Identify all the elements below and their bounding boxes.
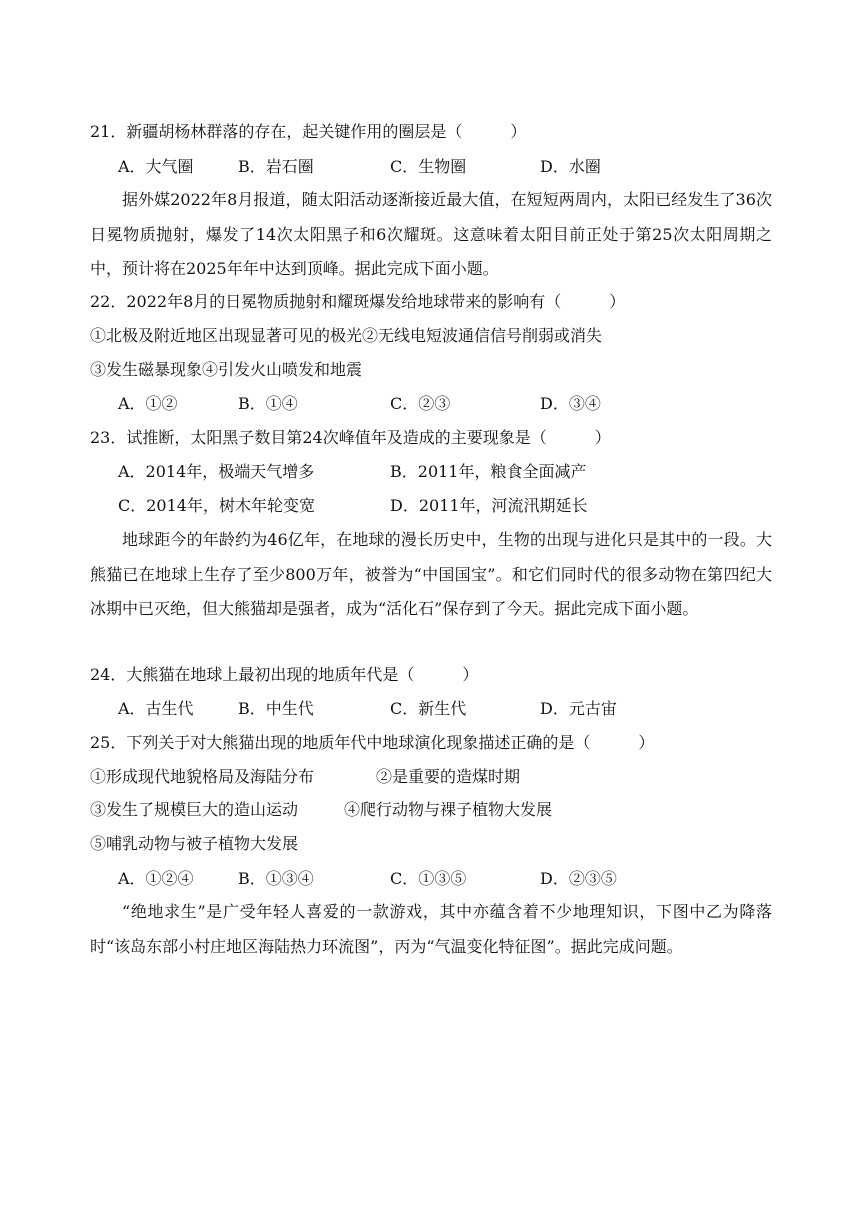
q23-option-a: A．2014年，极端天气增多 <box>118 462 315 481</box>
q25-item-4: ④爬行动物与裸子植物大发展 <box>344 800 553 819</box>
q25-item-5: ⑤哺乳动物与被子植物大发展 <box>90 834 299 853</box>
q21-option-b: B．岩石圈 <box>238 157 314 176</box>
q22-option-d: D．③④ <box>540 394 601 413</box>
q22-item-line-1: ①北极及附近地区出现显著可见的极光②无线电短波通信信号削弱或消失 <box>90 326 603 345</box>
q23-option-b: B．2011年，粮食全面减产 <box>390 462 587 481</box>
question-21-stem: 21．新疆胡杨林群落的存在，起关键作用的圈层是（ ） <box>90 122 527 141</box>
passage-giant-panda: 地球距今的年龄约为46亿年，在地球的漫长历史中，生物的出现与进化只是其中的一段。大熊猫已在地球上生存了至少800万年，被誉为“中国国宝”。和它们同时代的很多动物在第四纪大冰期中已灭绝，但大熊猫却是强者，成为“活化石”保存到了今天。据此完成下面小题。 <box>90 530 772 618</box>
q22-option-b: B．①④ <box>238 394 298 413</box>
q24-option-a: A．古生代 <box>118 699 194 718</box>
q23-option-c: C．2014年，树木年轮变宽 <box>118 496 315 515</box>
q22-option-a: A．①② <box>118 394 178 413</box>
q23-option-d: D．2011年，河流汛期延长 <box>390 496 588 515</box>
q25-option-b: B．①③④ <box>238 869 314 888</box>
q25-option-d: D．②③⑤ <box>540 869 617 888</box>
q25-item-2: ②是重要的造煤时期 <box>376 767 521 786</box>
q21-option-c: C．生物圈 <box>390 157 467 176</box>
question-22-stem: 22．2022年8月的日冕物质抛射和耀斑爆发给地球带来的影响有（ ） <box>90 292 626 311</box>
question-24-stem: 24．大熊猫在地球上最初出现的地质年代是（ ） <box>90 665 479 684</box>
q24-option-d: D．元古宙 <box>540 699 617 718</box>
q25-item-3: ③发生了规模巨大的造山运动 <box>90 800 299 819</box>
q25-option-a: A．①②④ <box>118 869 194 888</box>
q21-option-d: D．水圈 <box>540 157 601 176</box>
passage-solar-activity: 据外媒2022年8月报道，随太阳活动逐渐接近最大值，在短短两周内，太阳已经发生了36次日冕物质抛射，爆发了14次太阳黑子和6次耀斑。这意味着太阳目前正处于第25次太阳周期之中，预计将在2025年年中达到顶峰。据此完成下面小题。 <box>90 190 772 278</box>
q25-option-c: C．①③⑤ <box>390 869 467 888</box>
passage-game-geography: “绝地求生”是广受年轻人喜爱的一款游戏，其中亦蕴含着不少地理知识，下图中乙为降落时“该岛东部小村庄地区海陆热力环流图”，丙为“气温变化特征图”。据此完成问题。 <box>90 902 772 956</box>
q25-item-1: ①形成现代地貌格局及海陆分布 <box>90 767 315 786</box>
q22-option-c: C．②③ <box>390 394 451 413</box>
q21-option-a: A．大气圈 <box>118 157 194 176</box>
q24-option-c: C．新生代 <box>390 699 467 718</box>
q24-option-b: B．中生代 <box>238 699 314 718</box>
q22-item-line-2: ③发生磁暴现象④引发火山喷发和地震 <box>90 360 363 379</box>
question-23-stem: 23．试推断，太阳黑子数目第24次峰值年及造成的主要现象是（ ） <box>90 428 611 447</box>
question-25-stem: 25．下列关于对大熊猫出现的地质年代中地球演化现象描述正确的是（ ） <box>90 733 655 752</box>
